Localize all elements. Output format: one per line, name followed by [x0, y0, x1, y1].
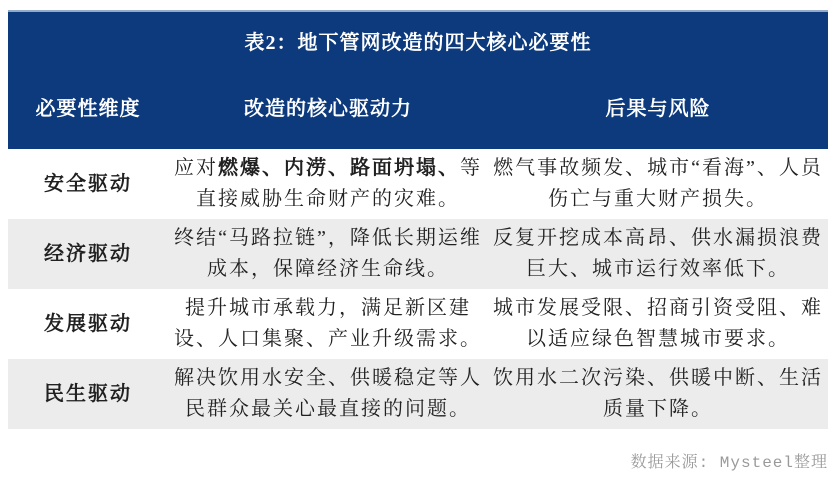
table-row: [8, 359, 828, 429]
cell-risk: 城市发展受限、招商引资受阻、难以适应绿色智慧城市要求。: [493, 297, 823, 350]
cell-driver: 解决饮用水安全、供暖稳定等人民群众最关心最直接的问题。: [174, 367, 482, 420]
cell-driver: 提升城市承载力，满足新区建设、人口集聚、产业升级需求。: [174, 297, 482, 350]
table-row: [8, 219, 828, 289]
column-header-row: [8, 94, 828, 124]
table-header: [8, 10, 828, 149]
cell-risk: 饮用水二次污染、供暖中断、生活质量下降。: [493, 367, 823, 420]
cell-driver: 应对燃爆、内涝、路面坍塌、等直接威胁生命财产的灾难。: [174, 157, 482, 210]
cell-dimension: 经济驱动: [44, 242, 132, 265]
table-row: [8, 149, 828, 219]
column-header-risk: 后果与风险: [605, 98, 711, 120]
cell-dimension: 发展驱动: [44, 312, 132, 335]
table-row: [8, 289, 828, 359]
cell-risk: 燃气事故频发、城市“看海”、人员伤亡与重大财产损失。: [493, 157, 823, 210]
cell-dimension: 民生驱动: [44, 382, 132, 405]
cell-dimension: 安全驱动: [44, 172, 132, 195]
cell-risk: 反复开挖成本高昂、供水漏损浪费巨大、城市运行效率低下。: [493, 227, 823, 280]
column-header-driver: 改造的核心驱动力: [244, 98, 412, 120]
table-title: 表2：地下管网改造的四大核心必要性: [244, 32, 592, 54]
column-header-dimension: 必要性维度: [35, 98, 141, 120]
table-body: [8, 149, 828, 429]
data-source-note: 数据来源: Mysteel整理: [630, 454, 828, 472]
table2-container: [8, 10, 828, 472]
cell-driver: 终结“马路拉链”，降低长期运维成本，保障经济生命线。: [174, 227, 482, 280]
